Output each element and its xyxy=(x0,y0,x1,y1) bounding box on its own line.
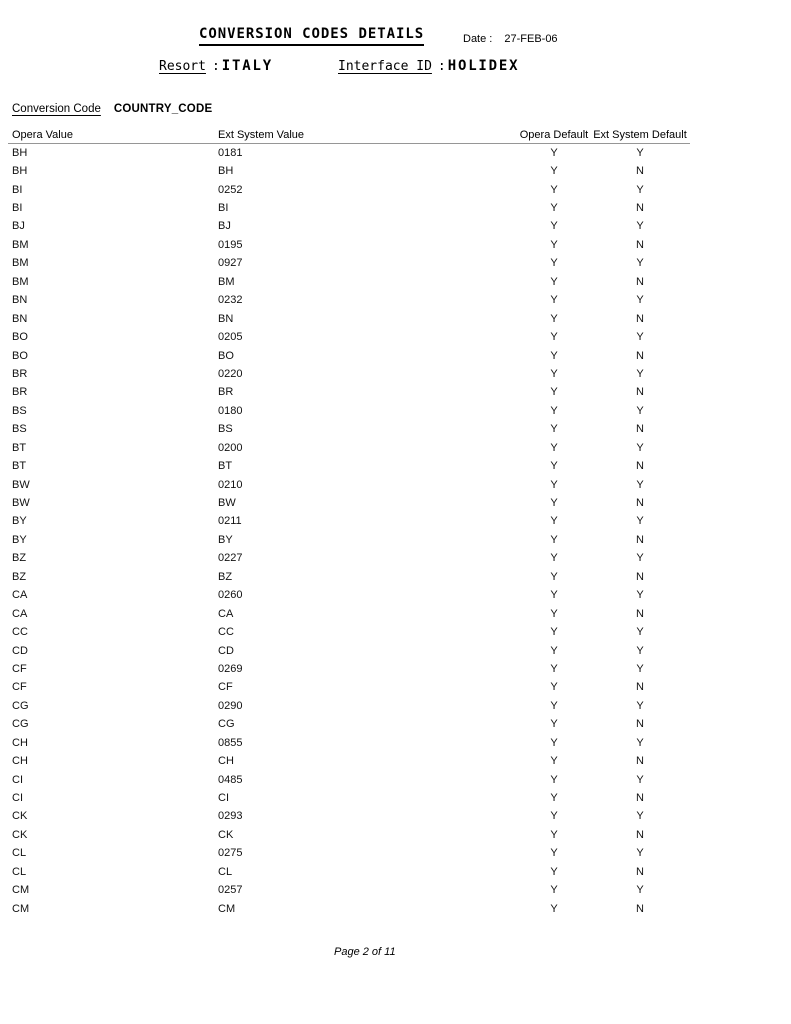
column-header-opera-value: Opera Value xyxy=(12,128,73,141)
ext-system-default-cell: Y xyxy=(636,515,644,528)
table-row xyxy=(8,383,690,401)
ext-system-default-cell: Y xyxy=(636,404,644,417)
opera-value-cell: CH xyxy=(12,736,28,749)
opera-default-cell: Y xyxy=(550,275,558,288)
table-row xyxy=(8,273,690,291)
table-row xyxy=(8,475,690,493)
ext-system-default-cell: N xyxy=(636,902,644,915)
ext-system-default-cell: N xyxy=(636,681,644,694)
ext-system-value-cell: BN xyxy=(218,312,234,325)
opera-default-cell: Y xyxy=(550,294,558,307)
ext-system-value-cell: CF xyxy=(218,681,233,694)
opera-default-cell: Y xyxy=(550,718,558,731)
ext-system-default-cell: N xyxy=(636,865,644,878)
opera-value-cell: BO xyxy=(12,331,28,344)
conversion-code-value: COUNTRY_CODE xyxy=(113,103,213,115)
table-row xyxy=(8,641,690,659)
opera-value-cell: BM xyxy=(12,238,29,251)
ext-system-value-cell: 0257 xyxy=(218,884,243,897)
opera-value-cell: CL xyxy=(12,865,27,878)
ext-system-default-cell: Y xyxy=(636,294,644,307)
ext-system-value-cell: BM xyxy=(218,275,235,288)
table-row xyxy=(8,715,690,733)
opera-default-cell: Y xyxy=(550,257,558,270)
opera-default-cell: Y xyxy=(550,367,558,380)
ext-system-default-cell: Y xyxy=(636,884,644,897)
resort-colon: : xyxy=(211,59,220,74)
ext-system-value-cell: BS xyxy=(218,423,233,436)
ext-system-default-cell: N xyxy=(636,497,644,510)
ext-system-default-cell: Y xyxy=(636,736,644,749)
ext-system-default-cell: Y xyxy=(636,552,644,565)
ext-system-default-cell: Y xyxy=(636,644,644,657)
ext-system-value-cell: CA xyxy=(218,607,234,620)
ext-system-default-cell: Y xyxy=(636,478,644,491)
conversion-code-row xyxy=(12,103,212,115)
table-row xyxy=(8,881,690,899)
ext-system-default-cell: N xyxy=(636,386,644,399)
ext-system-default-cell: N xyxy=(636,312,644,325)
ext-system-value-cell: BI xyxy=(218,202,229,215)
table-row xyxy=(8,826,690,844)
ext-system-default-cell: Y xyxy=(636,220,644,233)
ext-system-default-cell: N xyxy=(636,349,644,362)
opera-value-cell: BR xyxy=(12,367,28,380)
table-row xyxy=(8,439,690,457)
ext-system-value-cell: CG xyxy=(218,718,235,731)
ext-system-default-cell: N xyxy=(636,202,644,215)
table-row xyxy=(8,402,690,420)
ext-system-value-cell: 0200 xyxy=(218,441,243,454)
table-body xyxy=(8,144,690,918)
table-row xyxy=(8,420,690,438)
opera-value-cell: CM xyxy=(12,902,30,915)
ext-system-default-cell: N xyxy=(636,570,644,583)
opera-value-cell: CA xyxy=(12,589,28,602)
opera-default-cell: Y xyxy=(550,662,558,675)
table-row xyxy=(8,365,690,383)
conversion-code-label: Conversion Code xyxy=(12,103,101,115)
ext-system-value-cell: BT xyxy=(218,460,233,473)
ext-system-value-cell: 0227 xyxy=(218,552,243,565)
ext-system-default-cell: N xyxy=(636,165,644,178)
resort-label: Resort xyxy=(159,59,206,74)
interface-id-value: HOLIDEX xyxy=(447,58,520,74)
opera-default-cell: Y xyxy=(550,589,558,602)
ext-system-default-cell: N xyxy=(636,755,644,768)
opera-default-cell: Y xyxy=(550,478,558,491)
table-row xyxy=(8,899,690,917)
opera-default-cell: Y xyxy=(550,884,558,897)
opera-value-cell: CD xyxy=(12,644,28,657)
ext-system-value-cell: 0220 xyxy=(218,367,243,380)
ext-system-value-cell: 0232 xyxy=(218,294,243,307)
resort-value: ITALY xyxy=(221,58,273,74)
opera-value-cell: CG xyxy=(12,699,29,712)
ext-system-value-cell: CI xyxy=(218,792,229,805)
table-header-row xyxy=(8,126,690,144)
opera-value-cell: BH xyxy=(12,165,28,178)
opera-value-cell: BO xyxy=(12,349,28,362)
ext-system-value-cell: 0210 xyxy=(218,478,243,491)
opera-value-cell: CM xyxy=(12,884,30,897)
conversion-codes-table xyxy=(8,126,690,918)
opera-value-cell: CK xyxy=(12,810,28,823)
ext-system-value-cell: CH xyxy=(218,755,234,768)
opera-default-cell: Y xyxy=(550,349,558,362)
ext-system-default-cell: N xyxy=(636,238,644,251)
opera-value-cell: BM xyxy=(12,275,29,288)
ext-system-default-cell: Y xyxy=(636,257,644,270)
resort-field xyxy=(159,58,273,74)
opera-default-cell: Y xyxy=(550,736,558,749)
opera-value-cell: BS xyxy=(12,404,27,417)
ext-system-default-cell: N xyxy=(636,275,644,288)
opera-value-cell: BT xyxy=(12,441,27,454)
opera-value-cell: CL xyxy=(12,847,27,860)
opera-value-cell: CI xyxy=(12,792,23,805)
table-row xyxy=(8,162,690,180)
opera-default-cell: Y xyxy=(550,644,558,657)
opera-default-cell: Y xyxy=(550,460,558,473)
opera-default-cell: Y xyxy=(550,699,558,712)
ext-system-default-cell: N xyxy=(636,423,644,436)
opera-default-cell: Y xyxy=(550,183,558,196)
opera-default-cell: Y xyxy=(550,441,558,454)
ext-system-value-cell: BY xyxy=(218,533,233,546)
date-value: 27-FEB-06 xyxy=(504,33,558,45)
opera-default-cell: Y xyxy=(550,626,558,639)
opera-default-cell: Y xyxy=(550,312,558,325)
ext-system-value-cell: 0275 xyxy=(218,847,243,860)
opera-default-cell: Y xyxy=(550,773,558,786)
ext-system-value-cell: 0485 xyxy=(218,773,243,786)
page-title: CONVERSION CODES DETAILS xyxy=(199,26,424,46)
table-row xyxy=(8,457,690,475)
opera-value-cell: BJ xyxy=(12,220,25,233)
ext-system-default-cell: Y xyxy=(636,441,644,454)
opera-value-cell: BN xyxy=(12,294,28,307)
ext-system-value-cell: 0290 xyxy=(218,699,243,712)
ext-system-value-cell: 0181 xyxy=(218,146,243,159)
ext-system-default-cell: Y xyxy=(636,626,644,639)
ext-system-default-cell: N xyxy=(636,533,644,546)
opera-default-cell: Y xyxy=(550,792,558,805)
ext-system-value-cell: 0211 xyxy=(218,515,242,528)
opera-default-cell: Y xyxy=(550,828,558,841)
date-label: Date : xyxy=(463,33,493,45)
opera-value-cell: BZ xyxy=(12,552,27,565)
table-row xyxy=(8,309,690,327)
opera-value-cell: BI xyxy=(12,202,23,215)
table-row xyxy=(8,512,690,530)
opera-value-cell: CF xyxy=(12,662,27,675)
ext-system-value-cell: BO xyxy=(218,349,234,362)
opera-value-cell: BS xyxy=(12,423,27,436)
table-row xyxy=(8,734,690,752)
table-row xyxy=(8,770,690,788)
ext-system-value-cell: 0252 xyxy=(218,183,243,196)
column-header-ext-system-default: Ext System Default xyxy=(593,128,687,141)
ext-system-default-cell: Y xyxy=(636,773,644,786)
opera-value-cell: CG xyxy=(12,718,29,731)
table-row xyxy=(8,697,690,715)
ext-system-value-cell: BJ xyxy=(218,220,231,233)
ext-system-default-cell: N xyxy=(636,718,644,731)
table-row xyxy=(8,807,690,825)
ext-system-default-cell: Y xyxy=(636,662,644,675)
opera-value-cell: BI xyxy=(12,183,23,196)
ext-system-default-cell: Y xyxy=(636,699,644,712)
opera-value-cell: BN xyxy=(12,312,28,325)
ext-system-value-cell: CD xyxy=(218,644,234,657)
opera-default-cell: Y xyxy=(550,570,558,583)
opera-default-cell: Y xyxy=(550,902,558,915)
table-row xyxy=(8,346,690,364)
table-row xyxy=(8,199,690,217)
table-row xyxy=(8,789,690,807)
opera-default-cell: Y xyxy=(550,386,558,399)
table-row xyxy=(8,660,690,678)
opera-default-cell: Y xyxy=(550,865,558,878)
opera-value-cell: BY xyxy=(12,533,27,546)
opera-default-cell: Y xyxy=(550,533,558,546)
opera-value-cell: BY xyxy=(12,515,27,528)
opera-value-cell: CC xyxy=(12,626,28,639)
opera-value-cell: BT xyxy=(12,460,27,473)
opera-default-cell: Y xyxy=(550,847,558,860)
table-row xyxy=(8,549,690,567)
ext-system-value-cell: BH xyxy=(218,165,234,178)
opera-default-cell: Y xyxy=(550,165,558,178)
ext-system-default-cell: N xyxy=(636,792,644,805)
opera-value-cell: CK xyxy=(12,828,28,841)
table-row xyxy=(8,494,690,512)
ext-system-default-cell: N xyxy=(636,460,644,473)
ext-system-value-cell: 0269 xyxy=(218,662,243,675)
ext-system-default-cell: Y xyxy=(636,847,644,860)
ext-system-value-cell: CK xyxy=(218,828,234,841)
ext-system-value-cell: BR xyxy=(218,386,234,399)
table-row xyxy=(8,144,690,162)
table-row xyxy=(8,863,690,881)
table-row xyxy=(8,328,690,346)
ext-system-default-cell: Y xyxy=(636,589,644,602)
ext-system-default-cell: Y xyxy=(636,367,644,380)
ext-system-default-cell: Y xyxy=(636,331,644,344)
ext-system-default-cell: N xyxy=(636,828,644,841)
opera-default-cell: Y xyxy=(550,423,558,436)
opera-default-cell: Y xyxy=(550,755,558,768)
opera-value-cell: BW xyxy=(12,478,30,491)
page-number: Page 2 of 11 xyxy=(334,946,396,958)
ext-system-value-cell: 0195 xyxy=(218,238,243,251)
interface-id-colon: : xyxy=(437,59,446,74)
interface-id-field xyxy=(338,58,519,74)
opera-default-cell: Y xyxy=(550,331,558,344)
opera-value-cell: CH xyxy=(12,755,28,768)
interface-id-label: Interface ID xyxy=(338,59,432,74)
ext-system-value-cell: CC xyxy=(218,626,234,639)
ext-system-value-cell: BW xyxy=(218,497,236,510)
opera-default-cell: Y xyxy=(550,404,558,417)
ext-system-value-cell: CM xyxy=(218,902,236,915)
table-row xyxy=(8,623,690,641)
table-row xyxy=(8,531,690,549)
opera-value-cell: BR xyxy=(12,386,28,399)
opera-default-cell: Y xyxy=(550,552,558,565)
opera-default-cell: Y xyxy=(550,681,558,694)
opera-value-cell: CI xyxy=(12,773,23,786)
opera-default-cell: Y xyxy=(550,202,558,215)
table-row xyxy=(8,180,690,198)
ext-system-value-cell: 0855 xyxy=(218,736,243,749)
opera-value-cell: BH xyxy=(12,146,28,159)
table-row xyxy=(8,236,690,254)
table-row xyxy=(8,254,690,272)
opera-default-cell: Y xyxy=(550,810,558,823)
opera-value-cell: CF xyxy=(12,681,27,694)
opera-default-cell: Y xyxy=(550,238,558,251)
ext-system-default-cell: Y xyxy=(636,183,644,196)
table-row xyxy=(8,844,690,862)
ext-system-value-cell: 0260 xyxy=(218,589,243,602)
opera-value-cell: CA xyxy=(12,607,28,620)
opera-default-cell: Y xyxy=(550,497,558,510)
opera-value-cell: BM xyxy=(12,257,29,270)
opera-value-cell: BZ xyxy=(12,570,27,583)
ext-system-value-cell: 0293 xyxy=(218,810,243,823)
table-row xyxy=(8,217,690,235)
opera-default-cell: Y xyxy=(550,220,558,233)
ext-system-value-cell: 0205 xyxy=(218,331,243,344)
opera-default-cell: Y xyxy=(550,515,558,528)
ext-system-default-cell: Y xyxy=(636,810,644,823)
table-row xyxy=(8,678,690,696)
table-row xyxy=(8,604,690,622)
date-row xyxy=(463,33,558,45)
ext-system-value-cell: CL xyxy=(218,865,233,878)
ext-system-value-cell: 0927 xyxy=(218,257,243,270)
opera-default-cell: Y xyxy=(550,607,558,620)
table-row xyxy=(8,586,690,604)
table-row xyxy=(8,752,690,770)
ext-system-default-cell: N xyxy=(636,607,644,620)
table-row xyxy=(8,291,690,309)
ext-system-value-cell: BZ xyxy=(218,570,233,583)
ext-system-value-cell: 0180 xyxy=(218,404,243,417)
ext-system-default-cell: Y xyxy=(636,146,644,159)
column-header-ext-system-value: Ext System Value xyxy=(218,128,304,141)
table-row xyxy=(8,568,690,586)
opera-default-cell: Y xyxy=(550,146,558,159)
opera-value-cell: BW xyxy=(12,497,30,510)
column-header-opera-default: Opera Default xyxy=(519,128,589,141)
